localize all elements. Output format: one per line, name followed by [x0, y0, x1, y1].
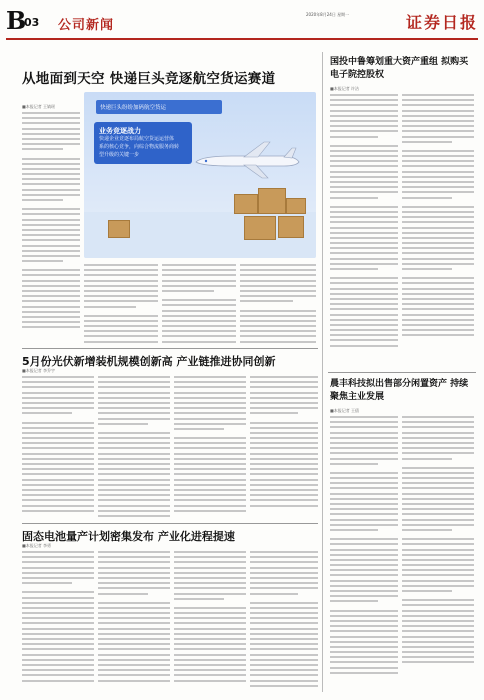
parcel-box: [258, 188, 286, 214]
article-1-column-1: [22, 112, 80, 346]
parcel-box: [234, 194, 258, 214]
article-5-column-4: [250, 551, 318, 693]
article-5-column-1: [22, 551, 94, 693]
article-5-column-3: [174, 551, 246, 693]
page-header: [6, 4, 478, 44]
callout-line: 系的核心竞争，向综合物流服务商转: [99, 144, 180, 150]
column-divider: [322, 52, 323, 692]
article-1-column-2: [84, 264, 158, 346]
article-3-column-2: [98, 376, 170, 520]
article-1-column-4: [240, 264, 316, 346]
article-4-column-2: [402, 416, 474, 694]
section-name: 公司新闻: [58, 18, 115, 33]
article-1-byline: ■本报记者 王婧瑶: [22, 104, 56, 109]
parcel-box: [286, 198, 306, 214]
illustration-banner: 快递巨头纷纷加码航空货运: [96, 100, 222, 114]
header-rule: [6, 38, 478, 40]
callout-title: 业务竞逐战力: [99, 127, 141, 135]
freight-illustration: [84, 92, 316, 258]
section-rule: [22, 348, 318, 349]
callout-line: 快递企业竞逐布局航空货运运营体: [99, 136, 175, 142]
article-3-byline: ■本报记者 李乔宇: [22, 368, 56, 373]
article-2-column-2: [402, 94, 474, 370]
article-4-headline: 晨丰科技拟出售部分闲置资产 持续聚焦主业发展: [330, 379, 469, 402]
article-3-headline: 5月份光伏新增装机规模创新高 产业链推进协同创新: [22, 355, 276, 368]
parcel-box: [244, 216, 276, 240]
callout-line: 型升级的关键一步: [99, 152, 140, 158]
section-rule: [22, 523, 318, 524]
article-2-byline: ■本报记者 许洁: [330, 86, 360, 91]
article-2-headline: 国投中鲁筹划重大资产重组 拟购买电子院控股权: [330, 57, 469, 80]
airplane-icon: [192, 140, 302, 180]
article-3-column-4: [250, 376, 318, 520]
section-rule: [328, 372, 476, 373]
article-3-column-1: [22, 376, 94, 520]
illustration-callout: [94, 122, 192, 164]
parcel-box: [108, 220, 130, 238]
article-1-headline: 从地面到天空 快递巨头竞逐航空货运赛道: [22, 71, 276, 87]
article-5-column-2: [98, 551, 170, 693]
article-5-headline: 固态电池量产计划密集发布 产业化进程提速: [22, 530, 235, 543]
page-letter: B: [6, 6, 27, 35]
article-3-column-3: [174, 376, 246, 520]
parcel-box: [278, 216, 304, 238]
article-4-column-1: [330, 416, 398, 694]
header-meta: 2020年8月24日 星期一: [306, 12, 350, 17]
article-2-column-1: [330, 94, 398, 370]
article-5-byline: ■本报记者 李勇: [22, 543, 52, 548]
page-number: 03: [24, 16, 40, 29]
masthead: 证券日报: [406, 13, 479, 32]
article-1-column-3: [162, 264, 236, 346]
article-4-byline: ■本报记者 王僖: [330, 408, 360, 413]
